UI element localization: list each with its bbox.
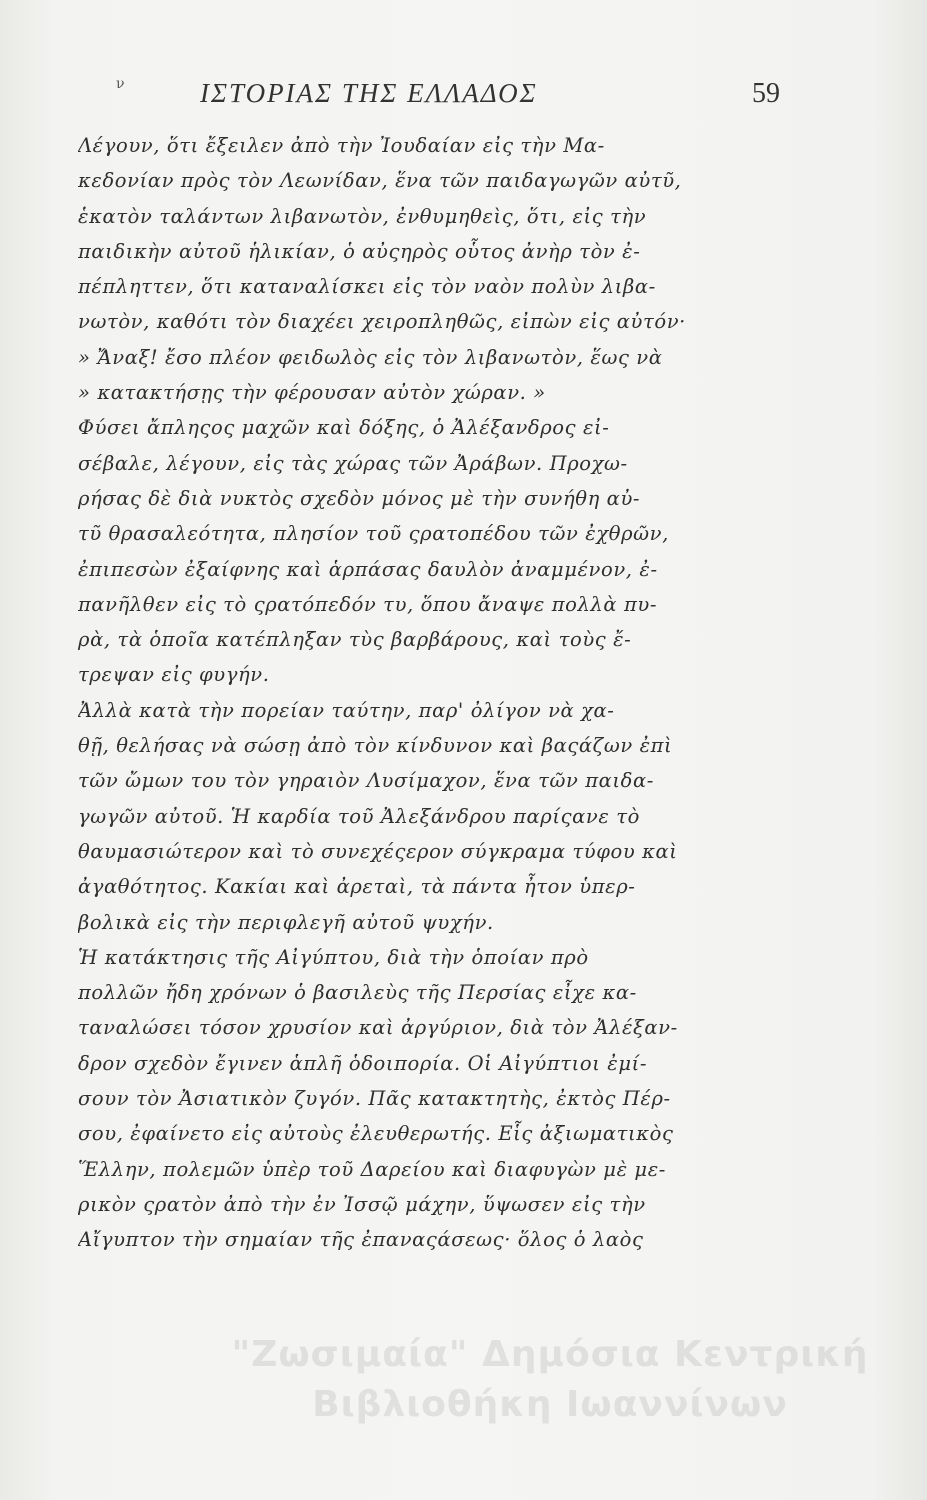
text-line: νωτὸν, καθότι τὸν διαχέει χειροπληθῶς, εἰπὼν εἰς αὐτόν· bbox=[78, 310, 686, 334]
text-line: κεδονίαν πρὸς τὸν Λεωνίδαν, ἕνα τῶν παιδαγωγῶν αὐτῦ, bbox=[78, 169, 682, 193]
text-line: ἑκατὸν ταλάντων λιβανωτὸν, ἐνθυμηθεὶς, ὅτι, εἰς τὴν bbox=[78, 204, 647, 228]
text-line: πανῆλθεν εἰς τὸ ςρατόπεδόν τυ, ὅπου ἄναψε πολλὰ πυ- bbox=[78, 592, 658, 616]
text-line: τῶν ὤμων του τὸν γηραιὸν Λυσίμαχον, ἕνα τῶν παιδα- bbox=[78, 769, 654, 793]
text-line: τῦ θρασαλεότητα, πλησίον τοῦ ςρατοπέδου τῶν ἐχθρῶν, bbox=[78, 522, 669, 546]
text-line: δρον σχεδὸν ἔγινεν ἁπλῆ ὁδοιπορία. Οἱ Αἰγύπτιοι ἐμί- bbox=[78, 1051, 648, 1075]
text-line: παιδικὴν αὐτοῦ ἡλικίαν, ὁ αὐςηρὸς οὗτος ἀνὴρ τὸν ἐ- bbox=[78, 239, 641, 263]
body-text bbox=[78, 128, 768, 1258]
text-line: σου, ἐφαίνετο εἰς αὐτοὺς ἐλευθερωτής. Εἷς ἀξιωματικὸς bbox=[78, 1122, 674, 1146]
page-number: 59 bbox=[752, 78, 780, 109]
text-line: ρὰ, τὰ ὁποῖα κατέπληξαν τὺς βαρβάρους, καὶ τοὺς ἔ- bbox=[78, 628, 632, 652]
text-line: γωγῶν αὐτοῦ. Ἡ καρδία τοῦ Ἀλεξάνδρου παρίςανε τὸ bbox=[78, 804, 640, 828]
text-line: Ἀλλὰ κατὰ τὴν πορείαν ταύτην, παρ' ὀλίγον νὰ χα- bbox=[78, 698, 615, 722]
text-line: Λέγουν, ὅτι ἔξειλεν ἀπὸ τὴν Ἰουδαίαν εἰς τὴν Μα- bbox=[78, 134, 605, 157]
running-title: ΙΣΤΟΡΙΑΣ ΤΗΣ ΕΛΛΑΔΟΣ bbox=[200, 78, 538, 108]
text-line: Ἡ κατάκτησις τῆς Αἰγύπτου, διὰ τὴν ὁποίαν πρὸ bbox=[78, 945, 589, 969]
text-line: ἐπιπεσὼν ἐξαίφνης καὶ ἁρπάσας δαυλὸν ἀναμμένον, ἐ- bbox=[78, 557, 658, 581]
text-line: ταναλώσει τόσον χρυσίον καὶ ἀργύριον, διὰ τὸν Ἀλέξαν- bbox=[78, 1016, 678, 1040]
text-line: ἀγαθότητος. Κακίαι καὶ ἀρεταὶ, τὰ πάντα ἦτον ὑπερ- bbox=[78, 875, 636, 899]
watermark-line: Βιβλιοθήκη Ιωαννίνων bbox=[312, 1384, 788, 1425]
text-line: ρήσας δὲ διὰ νυκτὸς σχεδὸν μόνος μὲ τὴν συνήθη αὐ- bbox=[78, 486, 641, 510]
watermark-line: "Ζωσιμαία" Δημόσια Κεντρική bbox=[231, 1334, 869, 1375]
library-watermark bbox=[170, 1330, 927, 1430]
text-line: σέβαλε, λέγουν, εἰς τὰς χώρας τῶν Ἀράβων. Προχω- bbox=[78, 451, 628, 475]
text-line: πολλῶν ἤδη χρόνων ὁ βασιλεὺς τῆς Περσίας εἶχε κα- bbox=[78, 981, 637, 1005]
text-line: Φύσει ἄπληςος μαχῶν καὶ δόξης, ὁ Ἀλέξανδρος εἰ- bbox=[78, 416, 610, 440]
text-line: τρεψαν εἰς φυγήν. bbox=[78, 663, 270, 687]
text-line: θῇ, θελήσας νὰ σώσῃ ἀπὸ τὸν κίνδυνον καὶ βαςάζων ἐπὶ bbox=[78, 734, 673, 758]
text-line: θαυμασιώτερον καὶ τὸ συνεχέςερον σύγκραμα τύφου καὶ bbox=[78, 839, 678, 863]
text-line: βολικὰ εἰς τὴν περιφλεγῆ αὐτοῦ ψυχήν. bbox=[78, 910, 494, 934]
text-line: » κατακτήσῃς τὴν φέρουσαν αὐτὸν χώραν. » bbox=[78, 381, 546, 405]
text-line: Αἴγυπτον τὴν σημαίαν τῆς ἐπαναςάσεως· ὅλος ὁ λαὸς bbox=[78, 1228, 644, 1252]
text-line: πέπληττεν, ὅτι καταναλίσκει εἰς τὸν ναὸν πολὺν λιβα- bbox=[78, 275, 656, 299]
text-line: Ἕλλην, πολεμῶν ὑπὲρ τοῦ Δαρείου καὶ διαφυγὼν μὲ με- bbox=[78, 1157, 666, 1181]
text-line: σουν τὸν Ἀσιατικὸν ζυγόν. Πᾶς κατακτητὴς, ἐκτὸς Πέρ- bbox=[78, 1087, 671, 1111]
text-line: ρικὸν ςρατὸν ἀπὸ τὴν ἐν Ἰσσῷ μάχην, ὕψωσεν εἰς τὴν bbox=[78, 1192, 646, 1216]
text-line: » Ἄναξ! ἔσο πλέον φειδωλὸς εἰς τὸν λιβανωτὸν, ἕως νὰ bbox=[78, 345, 663, 369]
header-mark: ν bbox=[116, 76, 125, 92]
page-header bbox=[110, 72, 780, 112]
